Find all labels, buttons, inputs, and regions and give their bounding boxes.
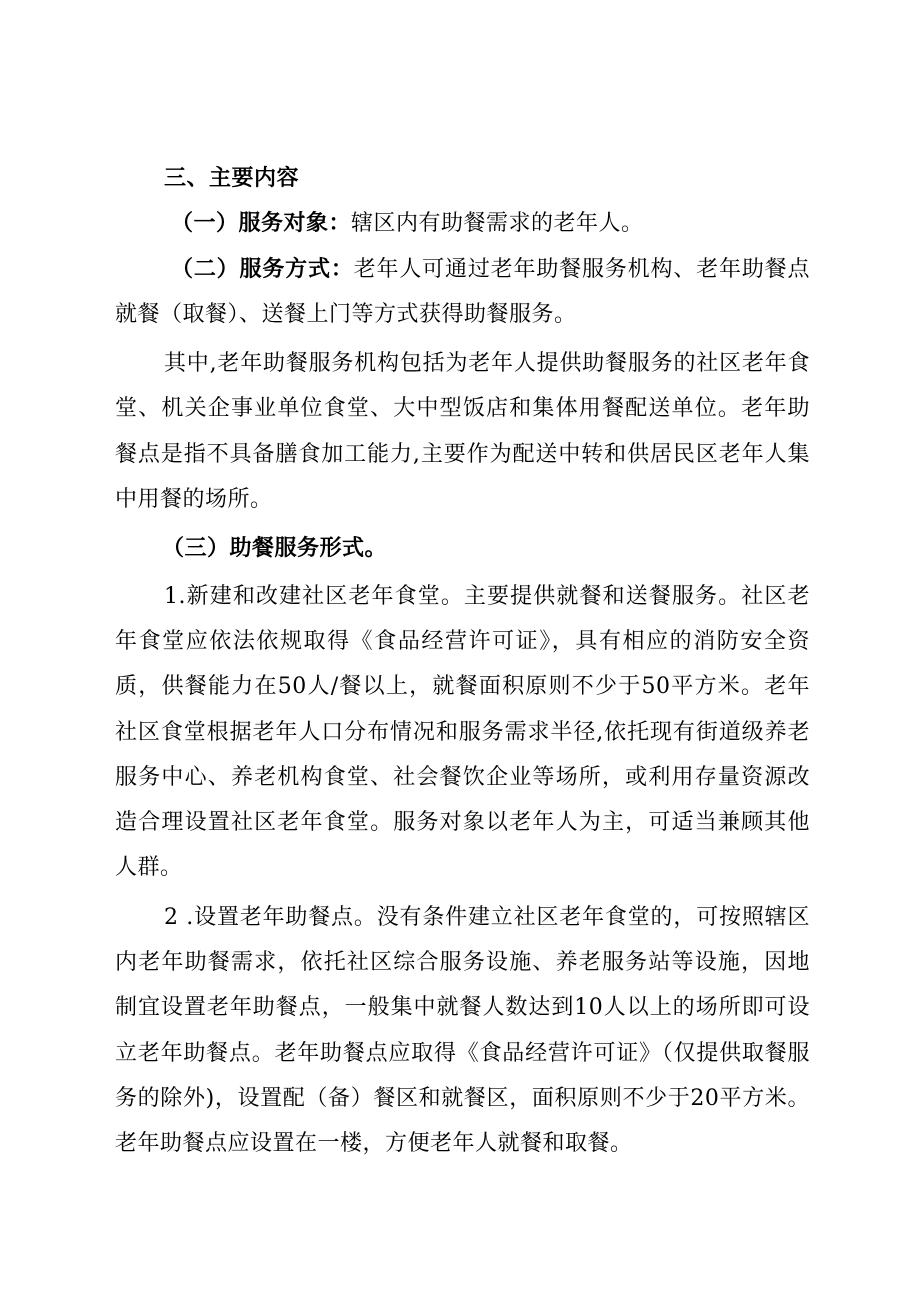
document-body — [115, 156, 810, 1167]
service-target-paragraph — [115, 201, 810, 246]
service-form-2-paragraph: 2 .设置老年助餐点。没有条件建立社区老年食堂的，可按照辖区内老年助餐需求，依托社区综合服务设施、养老服务站等设施，因地制宜设置老年助餐点，一般集中就餐人数达到10人以上的场所即可设立老年助餐点。老年助餐点应取得《食品经营许可证》（仅提供取餐服务的除外)，设置配（备）餐区和就餐区，面积原则不少于20平方米。老年助餐点应设置在一楼，方便老年人就餐和取餐。 — [115, 904, 810, 1157]
service-form-1-paragraph: 1.新建和改建社区老年食堂。主要提供就餐和送餐服务。社区老年食堂应依法依规取得《食品经营许可证》，具有相应的消防安全资质，供餐能力在50人/餐以上，就餐面积原则不少于50平方米。老年社区食堂根据老年人口分布情况和服务需求半径,依托现有街道级养老服务中心、养老机构食堂、社会餐饮企业等场所，或利用存量资源改造合理设置社区老年食堂。服务对象以老年人为主，可适当兼顾其他人群。 — [115, 583, 810, 881]
section-heading: 三、主要内容 — [164, 165, 300, 191]
service-method-paragraph — [115, 247, 810, 338]
service-method-text: 老年人可通过老年助餐服务机构、老年助餐点就餐（取餐）、送餐上门等方式获得助餐服务。 — [115, 256, 810, 327]
service-note-paragraph: 其中,老年助餐服务机构包括为老年人提供助餐服务的社区老年食堂、机关企事业单位食堂、大中型饭店和集体用餐配送单位。老年助餐点是指不具备膳食加工能力,主要作为配送中转和供居民区老年人集中用餐的场所。 — [115, 351, 810, 513]
service-form-heading: （三）助餐服务形式。 — [162, 535, 388, 562]
service-target-label: （一）服务对象： — [171, 210, 352, 237]
service-method-label: （二）服务方式： — [171, 255, 354, 282]
service-target-text: 辖区内有助餐需求的老年人。 — [351, 211, 644, 237]
